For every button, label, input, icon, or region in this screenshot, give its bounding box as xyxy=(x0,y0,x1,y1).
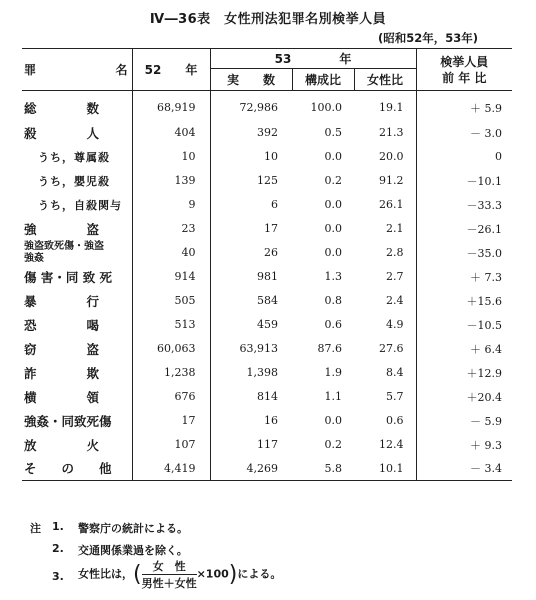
value-52-cell: 1,238 xyxy=(132,361,210,385)
header-change xyxy=(416,49,512,91)
ratio-cell: 0.2 xyxy=(324,174,342,187)
crime-name-cell: うち，自殺関与 xyxy=(38,198,122,212)
value-52-cell: 17 xyxy=(132,409,210,433)
change-cell: ＋12.9 xyxy=(416,361,512,385)
note-3-paren-close: ) xyxy=(228,562,238,587)
ratio-cell: 0.0 xyxy=(324,222,342,235)
value-53-cell: 392 xyxy=(210,121,292,145)
note-3-suffix: による。 xyxy=(237,567,282,581)
header-year53: 53 年 xyxy=(210,49,416,69)
table-row xyxy=(22,241,512,265)
change-cell: －35.0 xyxy=(416,241,512,265)
value-53-cell: 26 xyxy=(210,241,292,265)
table-row xyxy=(22,385,512,409)
table-body xyxy=(22,91,512,481)
value-53-cell: 459 xyxy=(210,313,292,337)
table-row xyxy=(22,169,512,193)
value-53-cell: 4,269 xyxy=(210,457,292,481)
crime-name-cell: 恐 喝 xyxy=(24,317,100,333)
change-cell: － 3.4 xyxy=(416,457,512,481)
female-ratio-cell: 19.1 xyxy=(379,101,404,115)
note-3 xyxy=(78,558,281,591)
female-ratio-cell: 2.8 xyxy=(386,246,404,259)
ratio-cell: 0.0 xyxy=(324,198,342,211)
note-3-denominator: 男性＋女性 xyxy=(141,577,197,590)
table-subtitle: (昭和52年，53年) xyxy=(377,31,478,45)
crime-name-cell: 窃 盗 xyxy=(24,341,100,357)
value-53-cell: 1,398 xyxy=(210,361,292,385)
crime-name-cell: うち，尊属殺 xyxy=(38,150,110,164)
value-52-cell: 9 xyxy=(132,193,210,217)
header-change-line2: 前 年 比 xyxy=(442,70,487,85)
value-53-cell: 981 xyxy=(210,265,292,289)
change-cell: －33.3 xyxy=(416,193,512,217)
change-cell: － 3.0 xyxy=(416,121,512,145)
ratio-cell: 1.3 xyxy=(324,270,342,283)
note-3-prefix: 女性比は， xyxy=(78,567,133,581)
header-year52: 52 年 xyxy=(132,49,210,91)
female-ratio-cell: 2.4 xyxy=(386,294,404,307)
crime-name-cell: 強盗致死傷・強盗 強姦 xyxy=(24,240,104,264)
table-row xyxy=(22,409,512,433)
crime-name-cell: 横 領 xyxy=(24,389,100,405)
female-ratio-cell: 8.4 xyxy=(386,366,404,379)
note-3-numerator: 女 性 xyxy=(142,558,197,575)
change-cell: ＋ 9.3 xyxy=(416,433,512,457)
note-3-multiplier: ×100 xyxy=(196,567,229,581)
note-2: 交通関係業過を除く。 xyxy=(78,544,188,557)
change-cell: ＋ 6.4 xyxy=(416,337,512,361)
value-52-cell: 505 xyxy=(132,289,210,313)
change-cell: －10.5 xyxy=(416,313,512,337)
value-52-cell: 914 xyxy=(132,265,210,289)
crime-name-cell: 強 盗 xyxy=(24,221,100,237)
value-52-cell: 68,919 xyxy=(132,91,210,121)
table-row xyxy=(22,433,512,457)
female-ratio-cell: 12.4 xyxy=(379,438,404,451)
note-3-fraction xyxy=(142,558,197,591)
note-1-number: 1. xyxy=(52,520,64,533)
ratio-cell: 0.2 xyxy=(324,438,342,451)
value-52-cell: 676 xyxy=(132,385,210,409)
table-row xyxy=(22,337,512,361)
note-3-number: 3. xyxy=(52,570,64,583)
change-cell: －10.1 xyxy=(416,169,512,193)
female-ratio-cell: 5.7 xyxy=(386,390,404,403)
crime-name-cell: 詐 欺 xyxy=(24,365,100,381)
female-ratio-cell: 0.6 xyxy=(386,414,404,427)
value-52-cell: 513 xyxy=(132,313,210,337)
ratio-cell: 0.8 xyxy=(324,294,342,307)
value-53-cell: 17 xyxy=(210,217,292,241)
value-52-cell: 40 xyxy=(132,241,210,265)
header-change-line1: 検挙人員 xyxy=(440,54,489,69)
value-52-cell: 139 xyxy=(132,169,210,193)
table-row xyxy=(22,121,512,145)
value-53-cell: 72,986 xyxy=(210,91,292,121)
table-row xyxy=(22,265,512,289)
value-53-cell: 6 xyxy=(210,193,292,217)
value-53-cell: 814 xyxy=(210,385,292,409)
header-female-ratio: 女性比 xyxy=(354,69,416,91)
header-crime-right: 名 xyxy=(115,63,128,77)
change-cell: ＋15.6 xyxy=(416,289,512,313)
header-crime xyxy=(22,49,132,91)
table-row xyxy=(22,145,512,169)
ratio-cell: 100.0 xyxy=(310,101,342,115)
ratio-cell: 0.0 xyxy=(324,150,342,163)
note-3-paren-open: ( xyxy=(133,562,142,587)
table-row xyxy=(22,289,512,313)
header-actual: 実 数 xyxy=(210,69,292,91)
female-ratio-cell: 91.2 xyxy=(379,174,404,187)
value-53-cell: 63,913 xyxy=(210,337,292,361)
female-ratio-cell: 20.0 xyxy=(379,150,404,163)
ratio-cell: 1.9 xyxy=(324,366,342,379)
value-53-cell: 125 xyxy=(210,169,292,193)
crime-name-cell: 強姦・同致死傷 xyxy=(24,413,112,429)
crime-name-cell: そ の 他 xyxy=(22,457,132,481)
change-cell: － 5.9 xyxy=(416,409,512,433)
ratio-cell: 5.8 xyxy=(292,457,354,481)
table-row xyxy=(22,217,512,241)
value-52-cell: 60,063 xyxy=(132,337,210,361)
ratio-cell: 0.6 xyxy=(324,318,342,331)
value-53-cell: 584 xyxy=(210,289,292,313)
value-52-cell: 23 xyxy=(132,217,210,241)
female-ratio-cell: 4.9 xyxy=(386,318,404,331)
crime-name-cell: 暴 行 xyxy=(24,293,100,309)
table-row xyxy=(22,457,512,481)
ratio-cell: 1.1 xyxy=(324,390,342,403)
crime-name-cell: 傷 害・同 致 死 xyxy=(24,269,113,285)
crime-name-cell: 放 火 xyxy=(24,437,100,453)
ratio-cell: 0.0 xyxy=(324,414,342,427)
female-ratio-cell: 2.1 xyxy=(386,222,404,235)
table-row xyxy=(22,91,512,121)
crime-name-cell: うち，嬰児殺 xyxy=(38,174,110,188)
change-cell: ＋ 7.3 xyxy=(416,265,512,289)
value-53-cell: 117 xyxy=(210,433,292,457)
value-52-cell: 107 xyxy=(132,433,210,457)
ratio-cell: 0.0 xyxy=(324,246,342,259)
note-label: 注 xyxy=(30,522,41,535)
table-title: Ⅳ―36表 女性刑法犯罪名別検挙人員 xyxy=(149,12,387,27)
female-ratio-cell: 21.3 xyxy=(379,126,404,139)
value-53-cell: 10 xyxy=(210,145,292,169)
crime-name-cell: 殺 人 xyxy=(24,125,100,141)
crime-name-cell: 総 数 xyxy=(24,100,100,116)
data-table xyxy=(22,48,512,481)
female-ratio-cell: 2.7 xyxy=(386,270,404,283)
change-cell: ＋20.4 xyxy=(416,385,512,409)
note-1: 警察庁の統計による。 xyxy=(78,522,188,535)
header-ratio: 構成比 xyxy=(292,69,354,91)
value-53-cell: 16 xyxy=(210,409,292,433)
table-row xyxy=(22,361,512,385)
change-cell: ＋ 5.9 xyxy=(416,91,512,121)
change-cell: 0 xyxy=(416,145,512,169)
table-row xyxy=(22,193,512,217)
value-52-cell: 10 xyxy=(132,145,210,169)
female-ratio-cell: 26.1 xyxy=(379,198,404,211)
value-52-cell: 404 xyxy=(132,121,210,145)
note-2-number: 2. xyxy=(52,542,64,555)
header-crime-left: 罪 xyxy=(24,63,37,77)
table-row xyxy=(22,313,512,337)
female-ratio-cell: 27.6 xyxy=(379,342,404,355)
female-ratio-cell: 10.1 xyxy=(354,457,416,481)
ratio-cell: 87.6 xyxy=(317,342,342,355)
ratio-cell: 0.5 xyxy=(324,126,342,139)
change-cell: －26.1 xyxy=(416,217,512,241)
value-52-cell: 4,419 xyxy=(132,457,210,481)
